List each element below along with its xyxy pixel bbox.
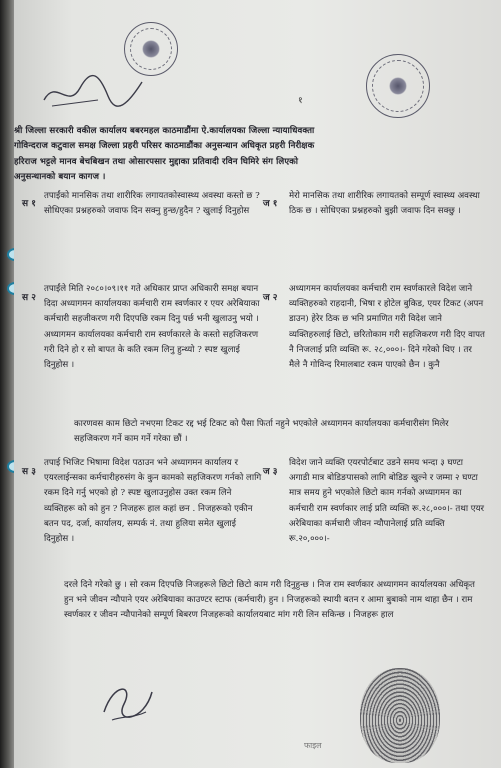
seal-emblem-icon bbox=[142, 40, 160, 58]
question-text: तपाईंको मानसिक तथा शारीरिक लगायतकोस्वास्थ्य अवस्था कस्तो छ ? सोधिएका प्रश्नहरुको जवाफ दिन सक्नु हुन्छ/हुदैन ? खुलाई दिनुहोस bbox=[44, 191, 260, 217]
question-text: तपाईंले मिति २०८०।०९।११ गते अधिकार प्राप्त अधिकारी समक्ष बयान दिदा अध्यागमन कार्यालयका कर्मचारी राम स्वर्णकार र एयर अरेबियाका कर्मचारी सहजीकरण गरी दिएपछि रकम दिनु पर्छ भनी खुलाउनु भयो । अध्यागमन कार्यालयका कर्मचारी राम स्वर्णकारले के कस्तो सहजिकरण गरी दिने हो र सो बापत के कति रकम लिनु हुन्थ्यो ? स्पष्ट खुलाई दिनुहोस । bbox=[44, 284, 260, 371]
intro-line-1: श्री जिल्ला सरकारी वकील कार्यालय बबरमहल काठमाडौंमा ऐ.कार्यालयका जिल्ला न्यायाधिवक्ता bbox=[14, 126, 315, 136]
answer-text: विदेश जाने व्यक्ति एयरपोर्टबाट उडने समय भन्दा ३ घण्टा अगाडी मात्र बोडिङपासको लागि बोडिङ खुल्ने र जम्मा २ घण्टा मात्र समय हुने भएकोले छिटो काम गर्नको अध्यागमन का कर्मचारी राम स्वर्णकार लाई प्रति व्यक्ति रू.२८,०००।- तथा एयर अरेबियाका कर्मचारी जीवन न्यौपानेलाई प्रति व्यक्ति रू.२०,०००।- bbox=[289, 458, 485, 545]
answer-continuation: दरले दिने गरेको छु । सो रकम दिएपछि निजहरूले छिटो छिटो काम गरी दिनुहुन्छ । निज राम स्वर्णकार अध्यागमन कार्यालयका अधिकृत हुन भने जीवन न्यौपाने एयर अरेबियाका काउण्टर स्टाफ (कर्मचारी) हुन । निजहरूको स्थायी बतन र आमा बुबाको नाम थाहा छैन । राम स्वर्णकार र जीवन न्यौपानेको सम्पूर्ण बिबरण निजहरूको कार्यालयबाट मांग गरी लिन सकिन्छ । निजहरू हाल bbox=[64, 580, 475, 621]
question-text: तपाई भिजिट भिषामा विदेश पठाउन भने अध्यागमन कार्यालय र एयरलाईन्सका कर्मचारीहरुसंग के कुन कामको सहजिकरण गर्नको लागि रकम दिने गर्नु भएको हो ? स्पष्ट खुलाउनुहोस उक्त रकम लिने व्यक्तिहरू को को हुन ? निजहरू हाल कहां छन . निजहरूको एकीन बतन पद, दर्जा, कार्यालय, सम्पर्क नं. तथा हुलिया समेत खुलाई दिनुहोस । bbox=[44, 458, 262, 545]
answer-continuation: कारणवस काम छिटो नभएमा टिकट रद्द भई टिकट को पैसा फिर्ता नहुने भएकोले अध्यागमन कार्यालयका कर्मचारीसंग मिलेर सहजिकरण गर्ने काम गर्ने गरेका छौं । bbox=[74, 419, 449, 445]
answer-text: अध्यागमन कार्यालयका कर्मचारी राम स्वर्णकारले विदेश जाने व्यक्तिहरुको राहदानी, भिषा र होटेल बुकिड, एयर टिकट (अपन डाउन) हेरेर ठिक छ भनि प्रमाणित गरी विदेश जाने व्यक्तिहरुलाई छिटो, छरितोकाम गरी सहजिकरण गरी दिए वापत नै निजलाई प्रति व्यक्ति रू. २८,०००।- दिने गरेको थिए । तर मैले नै गोविन्द रिमालबाट रकम पाएको छैन । कुनै bbox=[289, 284, 485, 371]
question-label: स २ bbox=[22, 293, 36, 303]
answer-label: ज १ bbox=[263, 199, 278, 209]
binder-edge bbox=[0, 0, 14, 768]
question-label: स ३ bbox=[22, 467, 36, 477]
intro-line-2: गोविन्दराज कटुवाल समक्ष जिल्ला प्रहरी परिसर काठमाडौंका अनुसन्धान अधिकृत प्रहरी निरीक्षक bbox=[14, 141, 315, 151]
document-page bbox=[14, 0, 501, 768]
seal-emblem-icon bbox=[389, 77, 407, 95]
question-label: स १ bbox=[22, 199, 36, 209]
intro-line-4: अनुसन्धानको बयान कागज । bbox=[14, 172, 106, 182]
page-number: १ bbox=[298, 96, 303, 106]
answer-label: ज २ bbox=[263, 293, 278, 303]
intro-line-3: हरिराज भट्टले मानव बेचबिखन तथा ओसारपसार मुद्दाका प्रतिवादी रविन घिमिरे संग लिएको bbox=[14, 157, 299, 167]
answer-text: मेरो मानसिक तथा शारीरिक लगायतको सम्पूर्ण स्वास्थ्य अवस्था ठिक छ । सोधिएका प्रश्नहरुको बुझी जवाफ दिन सक्छु । bbox=[289, 191, 480, 217]
answer-label: ज ३ bbox=[263, 467, 278, 477]
signature-bottom bbox=[94, 672, 164, 732]
signature-top-left bbox=[38, 70, 148, 114]
footer-mark: फाइल bbox=[304, 741, 322, 750]
official-seal-left bbox=[124, 22, 178, 76]
official-seal-right bbox=[366, 54, 430, 118]
thumbprint bbox=[360, 668, 440, 763]
